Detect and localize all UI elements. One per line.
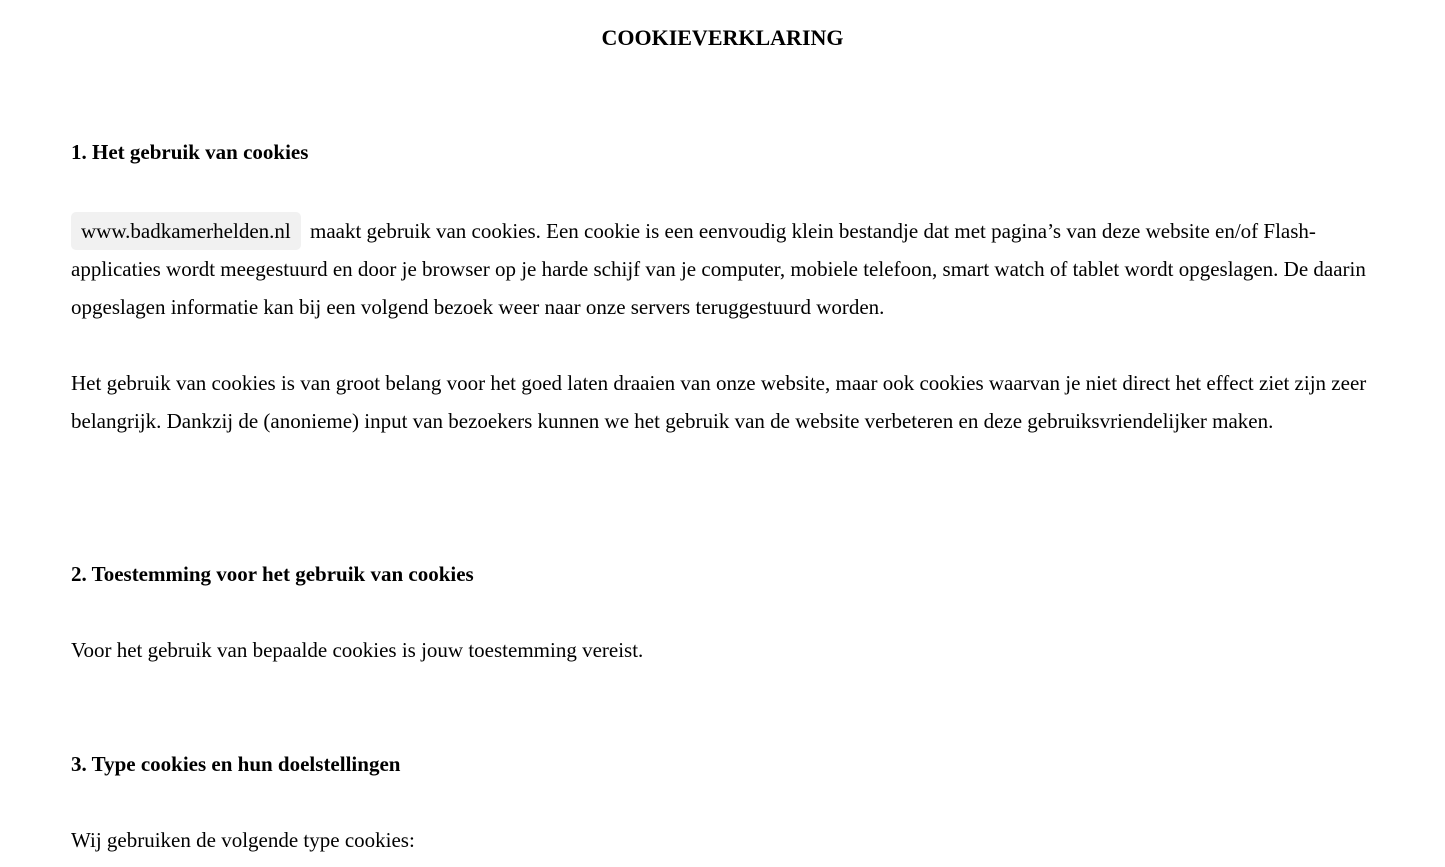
section-heading-cookie-usage: 1. Het gebruik van cookies [71,140,309,164]
website-domain-code: www.badkamerhelden.nl [71,212,301,250]
paragraph-consent: Voor het gebruik van bepaalde cookies is jouw toestemming vereist. [71,638,644,662]
page-title: COOKIEVERKLARING [601,25,844,50]
section-heading-cookie-types: 3. Type cookies en hun doelstellingen [71,752,401,776]
paragraph-text: maakt gebruik van cookies. Een cookie is een eenvoudig klein bestandje dat met pagina’s van deze website en/of Flash-applicaties wordt meegestuurd en door je browser op je harde schijf van je computer, mobiele telefoon, smart watch of tablet wordt opgeslagen. De daarin opgeslagen informatie kan bij een volgend bezoek weer naar onze servers teruggestuurd worden. [71,219,1366,319]
paragraph-cookie-definition [71,212,1371,326]
paragraph-cookie-types-intro: Wij gebruiken de volgende type cookies: [71,828,415,852]
paragraph-cookie-importance: Het gebruik van cookies is van groot belang voor het goed laten draaien van onze website, maar ook cookies waarvan je niet direct het effect ziet zijn zeer belangrijk. Dankzij de (anonieme) input van bezoekers kunnen we het gebruik van de website verbeteren en deze gebruiksvriendelijker maken. [71,371,1367,433]
section-heading-consent: 2. Toestemming voor het gebruik van cookies [71,562,474,586]
